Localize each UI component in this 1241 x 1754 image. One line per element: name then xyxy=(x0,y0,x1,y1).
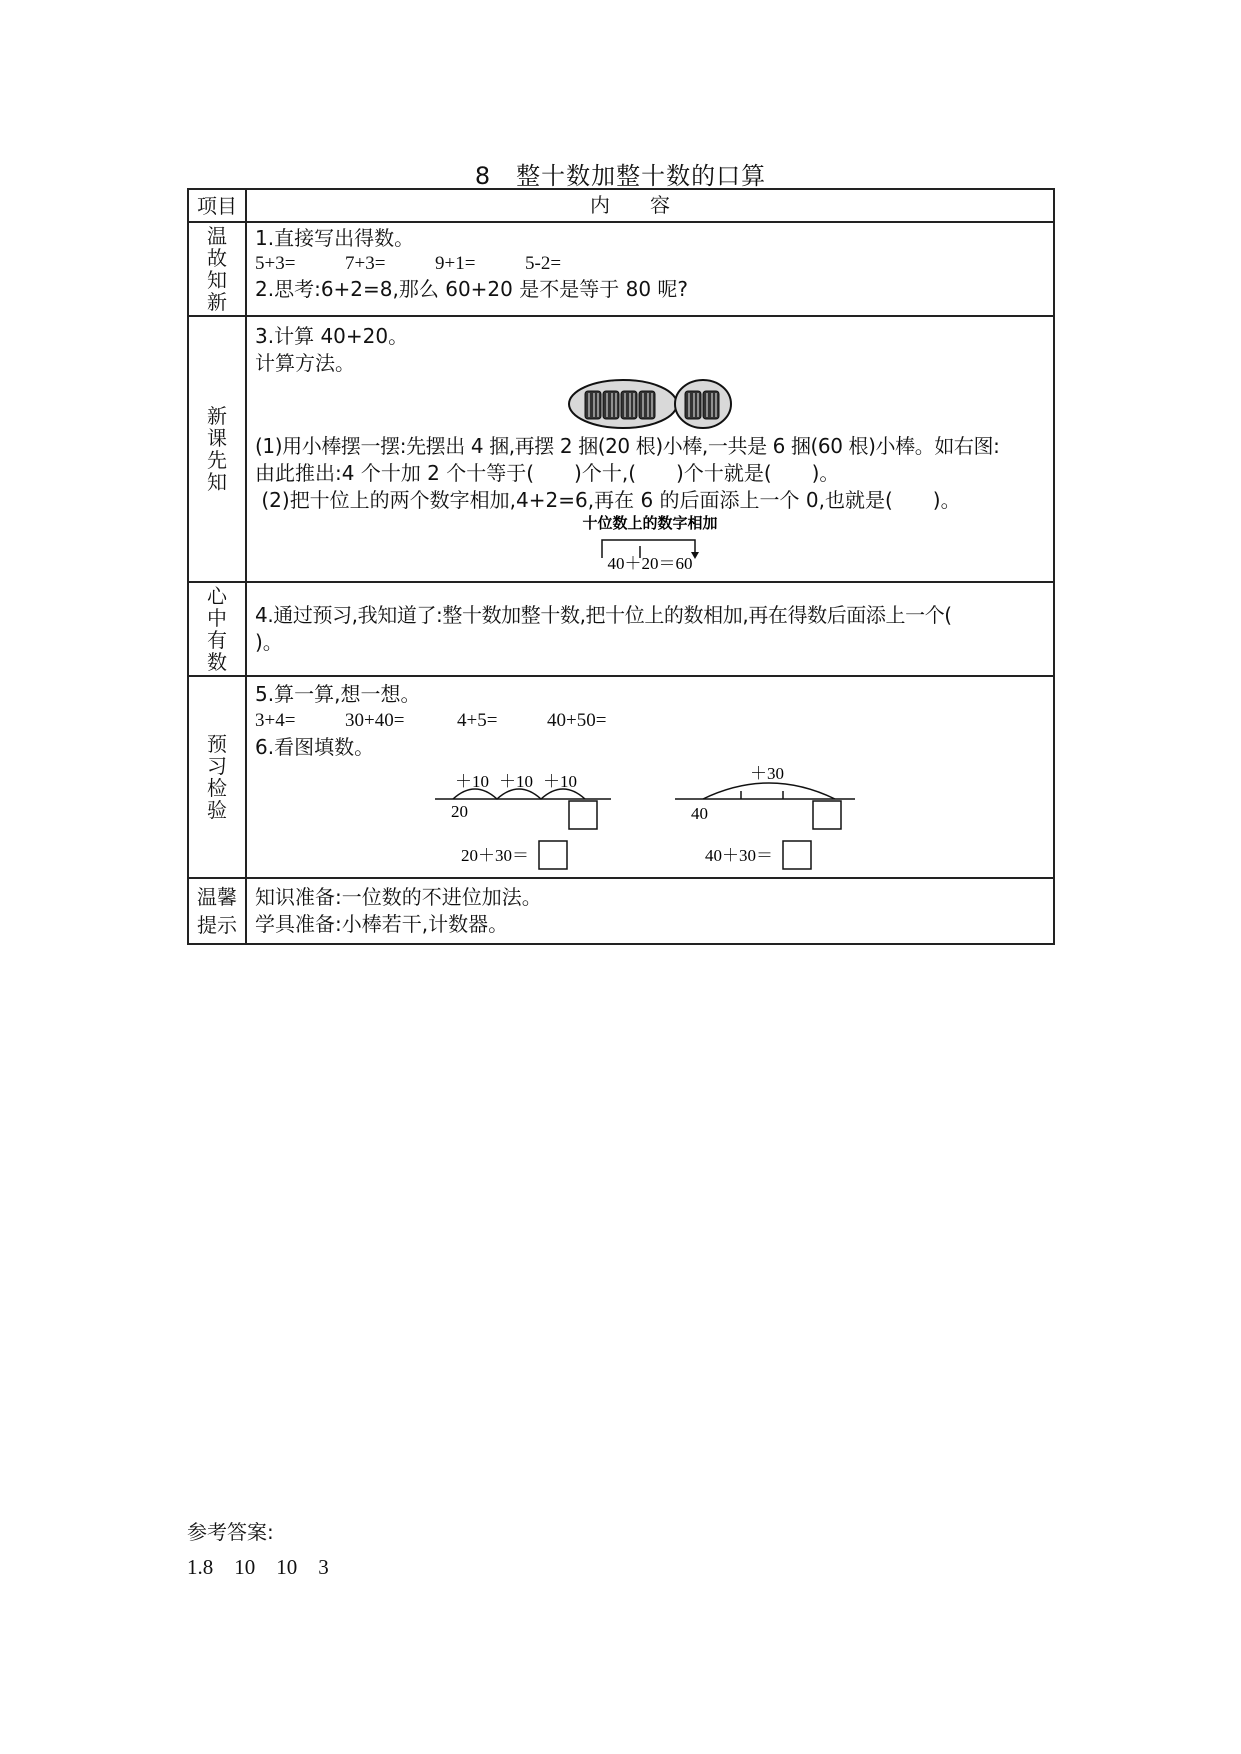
check-content xyxy=(246,676,1054,878)
start-20: 20 xyxy=(451,802,468,821)
jump-label-3: ＋10 xyxy=(543,772,577,791)
fig-caption: 十位数上的数字相加 xyxy=(582,516,718,532)
question-5: 5.算一算,想一想。 xyxy=(255,682,421,706)
row-label-new: 新 课 先 知 xyxy=(188,316,246,582)
paragraph-1: (1)用小棒摆一摆:先摆出 4 捆,再摆 2 捆(20 根)小棒,一共是 6 捆(60 根)小棒。如右图: xyxy=(255,434,1000,458)
tips-content xyxy=(246,878,1054,944)
jump-label-2: ＋10 xyxy=(499,772,533,791)
review-expressions: 5+3= 7+3= 9+1= 5-2= xyxy=(255,253,562,274)
stick-bundles-icon xyxy=(565,377,735,431)
jump-label-1: ＋10 xyxy=(455,772,489,791)
row-label-review: 温 故 知 新 xyxy=(188,222,246,316)
number-line-figure-1 xyxy=(435,761,611,871)
number-line-figures xyxy=(255,761,1045,871)
row-label-check: 预 习 检 验 xyxy=(188,676,246,878)
method-label: 计算方法。 xyxy=(255,351,355,375)
paragraph-2: (2)把十位上的两个数字相加,4+2=6,再在 6 的后面添上一个 0,也就是( )。 xyxy=(255,488,961,512)
question-4: 4.通过预习,我知道了:整十数加整十数,把十位上的数相加,再在得数后面添上一个( xyxy=(255,603,952,627)
row-label-tips: 温馨 提示 xyxy=(188,878,246,944)
question-3: 3.计算 40+20。 xyxy=(255,324,409,348)
new-lesson-content xyxy=(246,316,1054,582)
tens-digit-diagram xyxy=(560,514,740,570)
paragraph-1b: 由此推出:4 个十加 2 个十等于( )个十,( )个十就是( )。 xyxy=(255,461,840,485)
mind-content xyxy=(246,582,1054,676)
expr-20-30: 20＋30＝ xyxy=(461,846,529,865)
tip-knowledge: 知识准备:一位数的不进位加法。 xyxy=(255,885,542,909)
stick-bundles-figure xyxy=(255,377,1045,433)
row-new-lesson xyxy=(188,316,1054,582)
answers-section xyxy=(187,1515,329,1585)
question-2: 2.思考:6+2=8,那么 60+20 是不是等于 80 呢? xyxy=(255,277,689,301)
header-content: 内容 xyxy=(246,189,1054,222)
answers-line: 1.8 10 10 3 xyxy=(187,1555,329,1579)
row-check xyxy=(188,676,1054,878)
worksheet-table xyxy=(187,188,1055,945)
answer-box-1[interactable] xyxy=(569,801,597,829)
row-review xyxy=(188,222,1054,316)
answer-box-4[interactable] xyxy=(783,841,811,869)
question-1: 1.直接写出得数。 xyxy=(255,226,415,250)
row-mind xyxy=(188,582,1054,676)
table-header-row xyxy=(188,189,1054,222)
answers-heading: 参考答案: xyxy=(187,1520,274,1544)
header-item: 项目 xyxy=(188,189,246,222)
check-expressions: 3+4= 30+40= 4+5= 40+50= xyxy=(255,710,607,731)
tens-digit-figure xyxy=(255,514,1045,570)
question-4b: )。 xyxy=(255,630,283,654)
answer-box-2[interactable] xyxy=(539,841,567,869)
jump-label-30: ＋30 xyxy=(750,764,784,783)
expr-40-30: 40＋30＝ xyxy=(705,846,773,865)
page-title: 8 整十数加整十数的口算 xyxy=(474,162,767,190)
review-content xyxy=(246,222,1054,316)
tip-supplies: 学具准备:小棒若干,计数器。 xyxy=(255,912,509,936)
row-label-mind: 心 中 有 数 xyxy=(188,582,246,676)
answer-box-3[interactable] xyxy=(813,801,841,829)
row-tips xyxy=(188,878,1054,944)
fig-expression: 40＋20＝60 xyxy=(607,554,693,570)
question-6: 6.看图填数。 xyxy=(255,735,375,759)
number-line-figure-2 xyxy=(675,761,865,871)
start-40: 40 xyxy=(691,804,708,823)
